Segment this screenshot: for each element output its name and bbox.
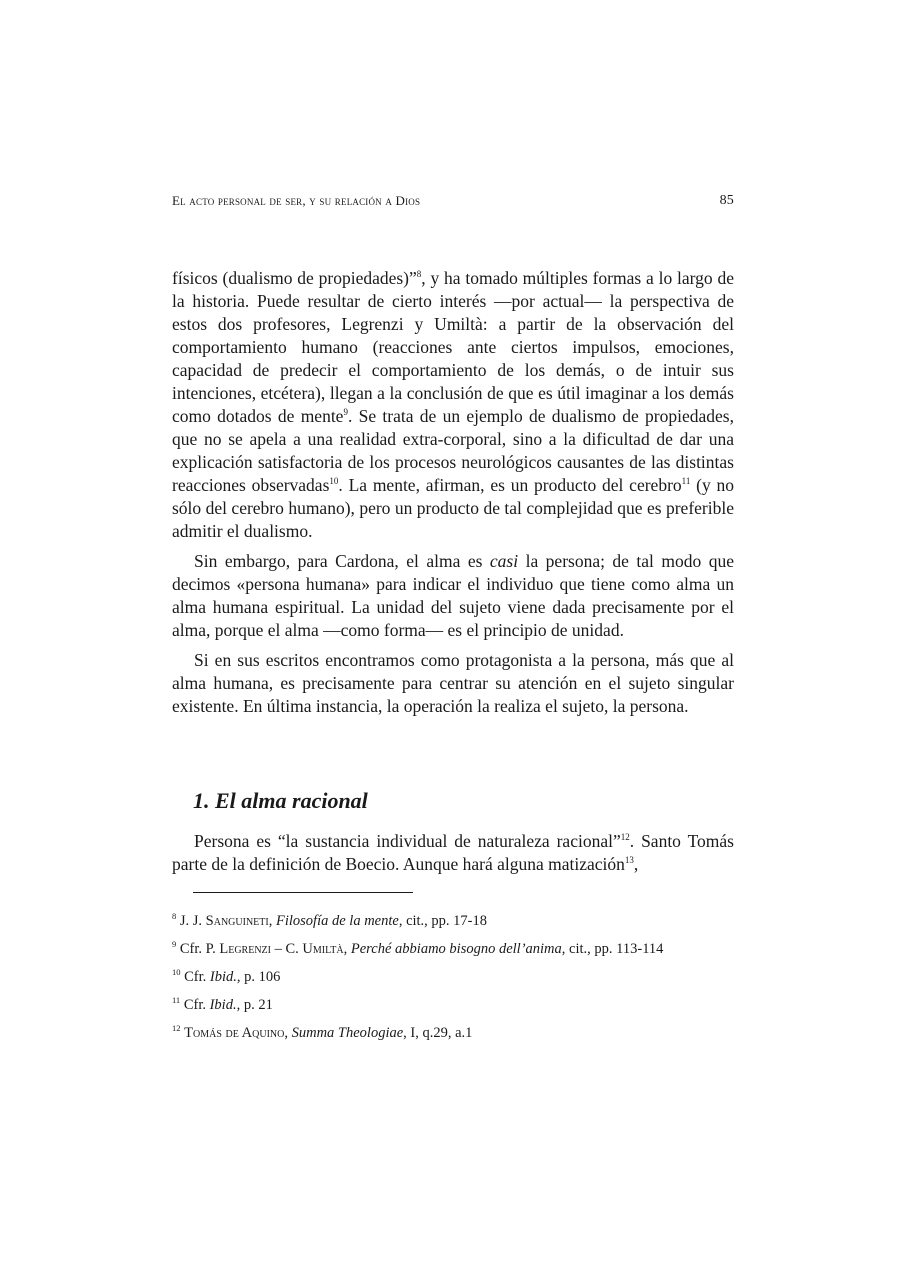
- footnote-ref: 10: [329, 476, 339, 487]
- footnotes: [172, 911, 772, 1051]
- footnote-ref: 9: [343, 407, 348, 418]
- footnote: $^{10}$ Cfr. Ibid., p. 106: [172, 967, 281, 985]
- paragraph-3: Si en sus escritos encontramos como protagonista a la persona, más que al alma humana, es precisamente para centrar su atención en el sujeto singular existente. En última instancia, la operación la realiza el sujeto, la persona.: [172, 650, 734, 716]
- footnote: $^{11}$ Cfr. Ibid., p. 21: [172, 995, 273, 1013]
- paragraph-2: Sin embargo, para Cardona, el alma es casi la persona; de tal modo que decimos «persona humana» para indicar el individuo que tiene como alma un alma humana espiritual. La unidad del sujeto viene dada precisamente por el alma, porque el alma —como forma— es el principio de unidad.: [172, 551, 734, 640]
- footnote-ref: 12: [620, 832, 630, 843]
- footnote: $^9$ Cfr. P. Legrenzi – C. Umiltà, Perché abbiamo bisogno dell’anima, cit., pp. 113-114: [172, 939, 664, 957]
- page-number: 85: [719, 193, 734, 208]
- footnote: $^8$ J. J. Sanguineti, Filosofía de la mente, cit., pp. 17-18: [172, 911, 488, 929]
- paragraph-1: físicos (dualismo de propiedades)”$^8$, y ha tomado múltiples formas a lo largo de la historia. Puede resultar de cierto interés —por actual— la perspectiva de estos dos profesores, Legrenzi y Umiltà: a partir de la observación del comportamiento humano (reacciones ante ciertos impulsos, emociones, capacidad de predecir el comportamiento de los demás, o de intuir sus intenciones, etcétera), llegan a la conclusión de que es útil imaginar a los demás como dotados de mente$^9$. Se trata de un ejemplo de dualismo de propiedades, que no se apela a una realidad extra-corporal, sino a la dificultad de dar una explicación satisfactoria de los procesos neurológicos causantes de las distintas reacciones observadas$^{10}$. La mente, afirman, es un producto del cerebro$^{11}$ (y no sólo del cerebro humano), pero un producto de tal complejidad que es preferible admitir el dualismo.: [172, 268, 734, 541]
- footnote-ref: 11: [681, 476, 691, 487]
- section-text: [172, 830, 734, 876]
- main-text: [172, 267, 734, 718]
- footnote-separator: [193, 892, 413, 893]
- section-heading: 1. El alma racional: [193, 788, 368, 813]
- paragraph-4: Persona es “la sustancia individual de naturaleza racional”$^{12}$. Santo Tomás parte de la definición de Boecio. Aunque hará alguna matización$^{13}$,: [172, 831, 734, 874]
- emphasis: casi: [489, 551, 519, 571]
- footnote: $^{12}$ Tomás de Aquino, Summa Theologiae, I, q.29, a.1: [172, 1023, 473, 1041]
- footnote-ref: 13: [624, 855, 634, 866]
- footnote-ref: 8: [416, 269, 422, 280]
- running-title: El acto personal de ser, y su relación a Dios: [172, 193, 421, 208]
